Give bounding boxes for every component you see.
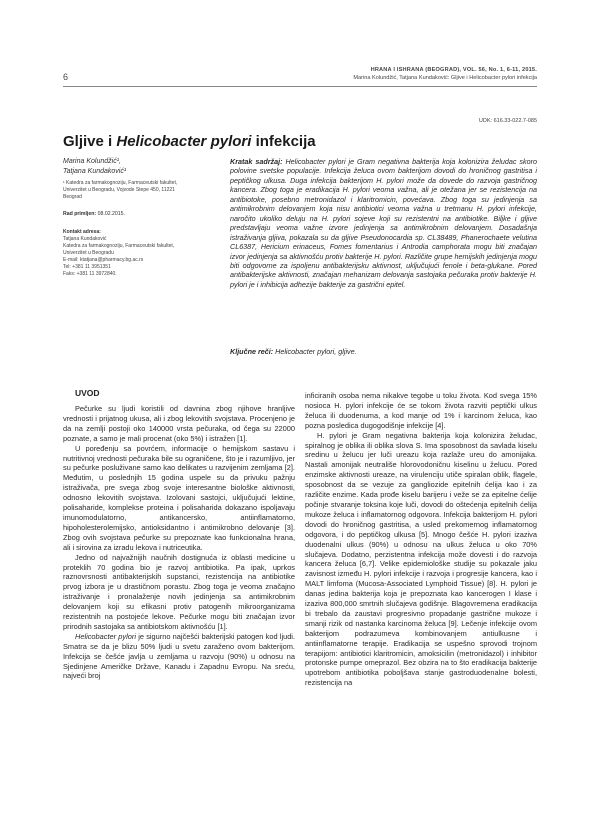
section-heading: UVOD	[75, 388, 100, 398]
affiliation-line: Univerzitet u Beogradu, Vojvode Stepe 450, 11221	[63, 187, 175, 193]
header-rule	[63, 86, 537, 87]
paragraph: inficiranih osoba nema nikakve tegobe u toku života. Kod svega 15% nosioca H. pylori infekcije će se tokom života razviti peptički ulkus želuca ili duodenuma, a kod manje od 1% i karcinom želuca, kao pozna posledica dugogodišnje infekcije [4].	[305, 391, 537, 430]
affiliation-line: ¹ Katedra za farmakognoziju, Farmaceutski fakultet,	[63, 180, 178, 186]
contact-heading: Kontakt adresa:	[63, 229, 101, 235]
contact-line: Tatjana Kundaković	[63, 236, 107, 242]
author-1: Marina Kolundžić¹,	[63, 158, 121, 165]
contact-line: Katedra za farmakognoziju, Farmaceutski fakultet,	[63, 243, 175, 249]
paragraph-text: je sigurno najčešći bakterijski patogen kod ljudi. Smatra se da je blizu 50% ljudi u svetu zaraženo ovom bakterijom. Infekcija se češće javlja u zemljama u razvoju (90%) u odnosu na Sjedinjene Američke Države, Kanadu i Zapadnu Evropu. Na sreću, najveći broj	[63, 631, 295, 681]
abstract-text: Helicobacter pylori je Gram negativna bakterija koja kolonizira želudac skoro polovine svetske populacije. Infekcija želuca ovom bakterijom dovodi do hroničnog gastritisa i peptičkog ulkusa. Duga infekcija bakterijom H. pylori može da dovede do razvoja gastričnog kancera. Zbog toga je eradikacija H. pylori veoma važna, ali je otežana jer se rezistencija na antibiotoke, posebno metronidazol i klaritromicin, povećava. Zbog toga su jedinjenja sa antimikrobnim delovanjem koja nisu antibiotici veoma važna u tretmanu H. pylori infekcije, naročito ukoliko deluju na H. pylori sojeve koji su rezistentni na antibiotike. Biljke i gljive predstavljaju veoma važne izvore jedinjenja sa antimikrobnim delovanjem. Dosadašnja istraživanja gljiva, pokazala su da gljive Pseudonocardia sp. CL38489, Phanerochaete velutina CL6387, Hericium erinaceus, Fomes fomentarius i Antrodia camphorata mogu biti značajan izvor jedinjenja sa aktivnošću protiv bakterije H. pylori. Različite grupe hemijskih jedinjenja mogu biti odgovorne za ispoljenu antibakterijsku aktivnost, uključujući fenole i beta-glukane. Pored antibakterijske aktivnosti, značajan mehanizam delovanja sastojaka pečuraka protiv bakterije H. pylori je i inhibicija adhezije bakterije za gastrični epitel.	[230, 157, 537, 289]
contact-email: E-mail: ktatjana@pharmacy.bg.ac.rs	[63, 257, 144, 263]
keywords-text: Helicobacter pylori, gljive.	[273, 347, 357, 356]
keywords-label: Ključne reči:	[230, 347, 274, 356]
right-column	[305, 391, 537, 688]
italic-term: Helicobacter pylori	[75, 631, 136, 641]
journal-header	[353, 66, 537, 82]
running-title: Marina Kolundžić, Tatjana Kundaković: Gljive i Helicobacter pylori infekcija	[353, 75, 537, 81]
received-date	[63, 211, 125, 217]
paragraph: H. pylori je Gram negativna bakterija koja kolonizira želudac, spiralnog je oblika ili oblika slova S. Ima sposobnost da savlada kiselu sredinu u želucu jer luči ureazu koja razlaže ureu do amonijaka. Nastali amonijak neutrališe hlorovodoničnu kiselinu u želucu. Pored enzimske aktivnosti ureaze, na virulenciju utiče spiralan oblik, flagele, sposobnost da se vezuje za gangliozide epitelnih ćelija kao i za različite enzime. Kada prođe kiselu barijeru i veže se za epitelne ćelije počinje stvaranje toksina koje luči, dovodi do oštećenja epitelnih ćelija mukoze želuca i inflamatornog odgovora. Infekcija bakterijom H. pylori dovodi do hroničnog gastritisa, a usled prekomernog inflamatornog odgovora, i do peptičkog ulkusa [5]. Mnogo češće H. pylori izaziva duodenalni ulkus (90%) u odnosu na ulkus želuca u oko 70% slučajeva. Dodatno, perzistentna infekcija može dovesti i do razvoja kancera želuca [6,7]. Velike epidemiološke studije su pokazale jaku zavisnost između H. pylori infekcije i razvoja i progresije kancera, kao i MALT limfoma (Mucosa-Associated Lymphoid Tissue) [8]. H. pylori je danas jedina bakterija koja je prepoznata kao kancerogen I klase i izaziva 800,000 smrtnih slučajeva godišnje. Blagovremena eradikacija bi trebalo da zaustavi progresivno propadanje gastrične mukoze i smanji rizik od nastanka karcinoma želuca [9]. Lečenje infekcije ovom bakterijom podrazumeva kombinovanjem antiulkusne i antiinflamatorne terapije. Eradikacija se uspešno sprovodi trojnom terapijom: antibiotici klaritromicin, amoksicilin (metronidazol) i inhibitor protonske pumpe omeprazol. Bez obzira na to što eradikacija bakterije upotrebom antibiotika poboljšava stanje gastroduodenalne bolesti, rezistencija na	[305, 430, 537, 688]
author-2: Tatjana Kundaković¹	[63, 167, 127, 175]
paragraph: Pečurke su ljudi koristili od davnina zbog njihove hranljive vrednosti i prijatnog ukusa, ali i zbog lekovitih svojstava. Procenjeno je da na zemlji postoji oko 140000 vrsta pečuraka, od čega su 22000 poznate, a samo je mali procenat (oko 5%) i istražen [1].	[63, 404, 295, 443]
affiliation	[63, 180, 223, 201]
affiliation-line: Beograd	[63, 194, 82, 200]
title-part1: Gljive i	[63, 133, 117, 150]
paragraph: Jedno od najvažnijih naučnih dostignuća iz oblasti medicine u proteklih 70 godina bio je razvoj antibiotika. Pa ipak, uprkos raznovrsnosti antibakterijskih supstanci, rezistencija na antibiotike prvog izbora je u drastičnom porastu. Zbog toga je veoma značajno istraživanje i pronalaženje novih jedinjenja sa antimikrobnim delovanjem koji su efikasni protiv patogenih mikroorganizama rezistentnih na postojeće lekove. Pečurke mogu biti značajan izvor prirodnih sastojaka sa antibiotskom aktivnošću [1].	[63, 552, 295, 631]
contact-line: Univerzitet u Beogradu	[63, 250, 114, 256]
page-number: 6	[63, 72, 69, 82]
left-column	[63, 404, 295, 681]
authors	[63, 157, 126, 176]
abstract	[230, 157, 537, 289]
paragraph	[63, 632, 295, 682]
paragraph: U poređenju sa povrćem, informacije o hemijskom sastavu i nutritivnoj vrednosti pečuraka bile su ograničene, što je i razumljivo, jer su pečurke posluživane samo kao delikates u razvijenim zemljama [2]. Međutim, u poslednjih 15 godina uspele su da privuku pažnju istraživača, pre svega zbog svoje interesantne biološke aktivnosti, odnosno lekovitih svojstava. Izolovani sastojci, uključujući lektine, polisaharide, komplekse proteina i polisaharida dokazano ispoljavaju imunomodulatorno, antikancersko, antiinflamatorno, hipoholesterolemijsko, antioksidantno i antimikrobno delovanje [3]. Zbog ovih svojstava pečurke su prepoznate kao funkcionalna hrana, ali i sirovina za izradu lekova i nutriceutika.	[63, 443, 295, 552]
title-part3: infekcija	[251, 133, 316, 150]
received-value: 08.02.2015.	[97, 211, 126, 217]
received-label: Rad primljen:	[63, 211, 97, 217]
journal-citation: HRANA I ISHRANA (BEOGRAD), VOL. 56, No. 1, 6-11, 2015.	[370, 67, 537, 73]
udk-code: UDK: 616.33-022.7-085	[478, 118, 537, 124]
abstract-label: Kratak sadržaj:	[230, 157, 283, 166]
contact-phone: Tel: +381 11 3951351	[63, 264, 111, 270]
contact-block	[63, 229, 223, 278]
keywords	[230, 347, 537, 356]
title-italic: Helicobacter pylori	[116, 133, 252, 150]
page-title	[63, 133, 316, 150]
contact-fax: Faks: +381 11 3972840.	[63, 271, 117, 277]
